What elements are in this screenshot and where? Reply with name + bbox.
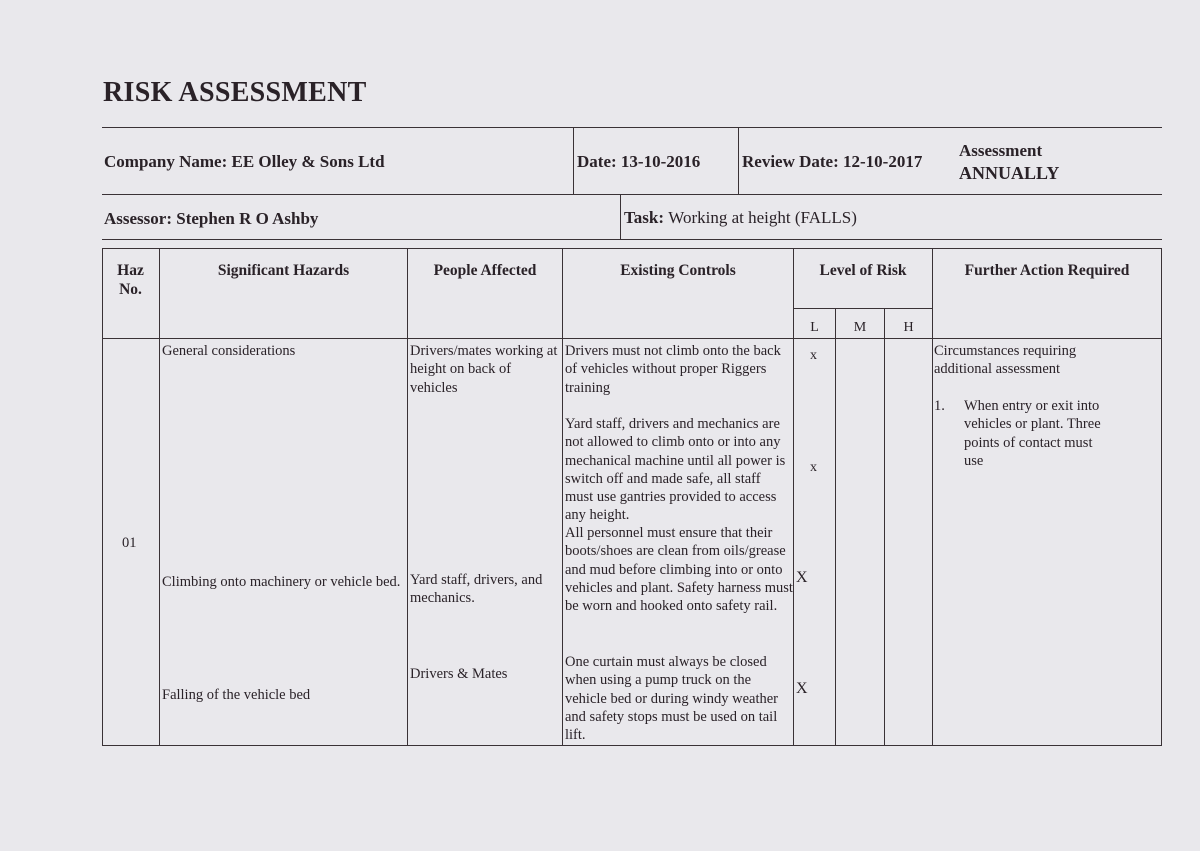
assessor-label: Assessor: — [104, 209, 172, 228]
further-action-intro: Circumstances requiring additional assessment — [934, 343, 1077, 378]
task-value: Working at height (FALLS) — [668, 208, 857, 227]
table-top-rule — [102, 248, 1162, 249]
risk-mark-low-1: x — [810, 348, 817, 363]
col-header-hazards: Significant Hazards — [217, 262, 350, 279]
hazard-general: General considerations — [162, 343, 296, 359]
header-divider-task — [620, 194, 621, 239]
document-title: RISK ASSESSMENT — [103, 77, 367, 108]
col-divider-hazards — [159, 248, 160, 745]
risk-level-low: L — [810, 320, 819, 335]
header-divider-review — [738, 127, 739, 194]
header-bottom-rule — [102, 239, 1162, 240]
control-clean-boots: All personnel must ensure that their boots/shoes are clean from oils/grease and mud before climbing into or onto vehicles and plant. Safety harness must be worn and hooked onto safety rail. — [565, 525, 793, 615]
table-header-bottom-rule — [102, 338, 1162, 339]
review-date-field — [742, 152, 922, 172]
date-field — [577, 152, 700, 172]
col-header-haz-no: Haz No. — [117, 262, 144, 298]
hazard-falling: Falling of the vehicle bed — [162, 687, 311, 703]
company-field — [104, 152, 385, 172]
col-header-people: People Affected — [433, 262, 537, 279]
people-drivers-mates-height: Drivers/mates working at height on back of vehicles — [410, 343, 558, 396]
risk-mark-low-2: x — [810, 460, 817, 475]
further-action-item-number: 1. — [934, 398, 945, 414]
task-field — [624, 208, 857, 228]
hazard-climbing: Climbing onto machinery or vehicle bed. — [162, 574, 401, 590]
people-yard-staff: Yard staff, drivers, and mechanics. — [410, 572, 543, 607]
col-divider-risk-m — [835, 308, 836, 745]
control-machine-power: Yard staff, drivers and mechanics are not allowed to climb onto or into any mechanical machine until all power is switch off and made safe, all staff must use gantries provided to access any height. — [565, 416, 786, 524]
risk-mark-low-3: X — [796, 569, 808, 586]
control-curtain-closed: One curtain must always be closed when using a pump truck on the vehicle bed or during windy weather and safety stops must be used on tail lift. — [565, 654, 778, 744]
col-divider-people — [407, 248, 408, 745]
hazard-number: 01 — [122, 535, 137, 551]
control-riggers-training: Drivers must not climb onto the back of vehicles without proper Riggers training — [565, 343, 781, 396]
date-label: Date: — [577, 152, 617, 171]
review-date-label: Review Date: — [742, 152, 839, 171]
table-left-border — [102, 248, 103, 745]
company-value: EE Olley & Sons Ltd — [231, 152, 385, 171]
risk-mark-low-4: X — [796, 680, 808, 697]
header-top-rule — [102, 127, 1162, 128]
review-date-value: 12-10-2017 — [843, 152, 923, 171]
assessor-field — [104, 209, 318, 229]
task-label: Task: — [624, 208, 665, 227]
assessor-value: Stephen R O Ashby — [176, 209, 319, 228]
date-value: 13-10-2016 — [620, 152, 701, 171]
company-label: Company Name: — [104, 152, 228, 171]
assessment-label: Assessment — [959, 141, 1043, 160]
risk-level-medium: M — [853, 320, 867, 335]
further-action-item: When entry or exit into vehicles or plant. Three points of contact must use — [964, 398, 1101, 469]
risk-level-high: H — [903, 320, 914, 335]
col-divider-risk-h — [884, 308, 885, 745]
col-divider-further — [932, 248, 933, 745]
header-divider-date — [573, 127, 574, 194]
header-mid-rule — [102, 194, 1162, 195]
assessment-frequency: ANNUALLY — [959, 163, 1060, 183]
risk-subheader-rule — [793, 308, 932, 309]
table-bottom-rule — [102, 745, 1162, 746]
col-header-risk: Level of Risk — [819, 262, 907, 279]
table-right-border — [1161, 248, 1162, 745]
people-drivers-mates: Drivers & Mates — [410, 666, 508, 682]
col-header-controls: Existing Controls — [620, 262, 736, 279]
col-header-further: Further Action Required — [964, 262, 1130, 279]
col-divider-controls — [562, 248, 563, 745]
